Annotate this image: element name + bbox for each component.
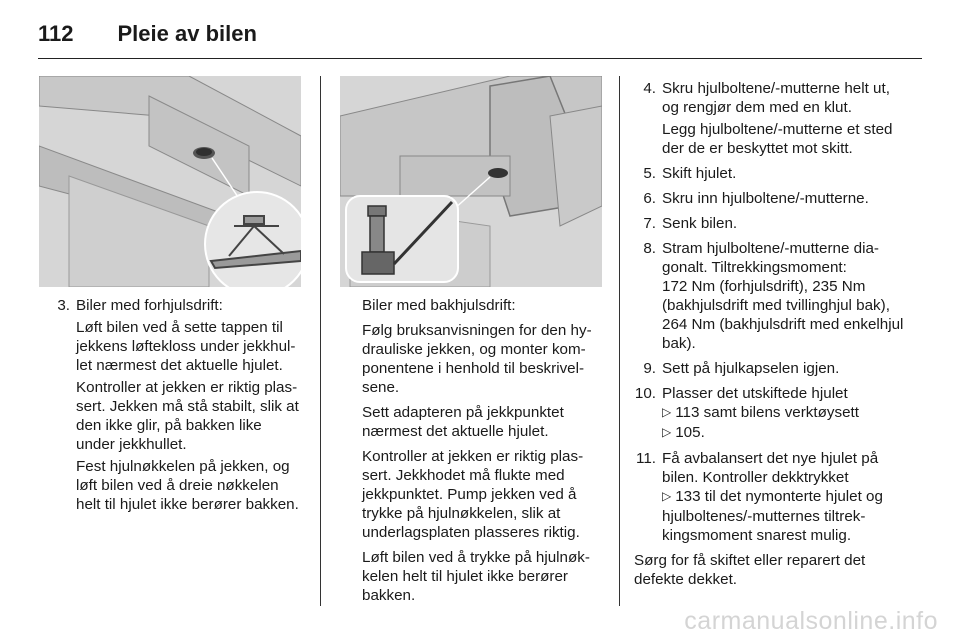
- step-number: 11.: [636, 450, 656, 467]
- step-3-para-2: Kontroller at jekken er riktig plassert. Jekken må stå stabilt, slik at den ikke glir, på bakken like under jekkhullet.: [76, 379, 299, 453]
- step-number: 5.: [643, 165, 656, 182]
- step-number: 6.: [643, 190, 656, 207]
- closing-note: Sørg for få skiftet eller reparert det defekte dekket.: [634, 552, 866, 588]
- rear-para-3: Kontroller at jekken er riktig plassert. Jekkhodet må flukte med jekkpunktet. Pump jekken ved å trykke på hjulnøkkelen, slik at underlagsplaten plasseres riktig.: [362, 448, 584, 541]
- column-divider-left: [320, 76, 321, 606]
- rear-para-1: Følg bruksanvisningen for den hydrauliske jekken, og monter komponentene i henhold til beskrivelsene.: [362, 322, 592, 396]
- step-number: 7.: [643, 215, 656, 232]
- step-11-ref-line: [662, 487, 910, 545]
- hydraulic-jack-illustration: [340, 76, 602, 287]
- step-7: [634, 214, 910, 233]
- step-number: 8.: [643, 240, 656, 257]
- step-3: [48, 296, 304, 514]
- step-4: [634, 79, 910, 158]
- reference-arrow-icon: ▷: [662, 489, 672, 503]
- scissor-jack-drawing: [39, 76, 301, 287]
- step-11: [634, 449, 910, 545]
- page-ref-133[interactable]: 133 til det nymonterte hjulet og hjulboltenes/-mutternes tiltrekkingsmoment snarest mulig.: [662, 488, 883, 544]
- step-number: 9.: [643, 360, 656, 377]
- step-5: [634, 164, 910, 183]
- step-6: [634, 189, 910, 208]
- rear-wheel-drive-title: Biler med bakhjulsdrift:: [362, 297, 516, 314]
- step-7-text: Senk bilen.: [662, 215, 738, 232]
- step-3-title: Biler med forhjulsdrift:: [76, 297, 223, 314]
- page-ref-105[interactable]: 105.: [675, 424, 705, 441]
- step-8: [634, 239, 910, 353]
- step-5-text: Skift hjulet.: [662, 165, 737, 182]
- step-3-para-3: Fest hjulnøkkelen på jekken, og løft bilen ved å dreie nøkkelen helt til hjulet ikke berører bakken.: [76, 458, 299, 513]
- column-left: [48, 296, 304, 520]
- step-10: [634, 384, 910, 443]
- step-8-text: Stram hjulboltene/-mutterne diagonalt. Tiltrekkingsmoment:: [662, 240, 879, 276]
- step-10-text: Plasser det utskiftede hjulet: [662, 385, 848, 402]
- step-9: [634, 359, 910, 378]
- step-10-ref-line-1: [662, 403, 910, 423]
- rear-para-2: Sett adapteren på jekkpunktet nærmest det aktuelle hjulet.: [362, 404, 564, 440]
- step-3-para-1: Løft bilen ved å sette tappen til jekkens løftekloss under jekkhullet nærmest det aktuelle hjulet.: [76, 319, 296, 374]
- header-rule: [38, 58, 922, 59]
- column-divider-right: [619, 76, 620, 606]
- reference-arrow-icon: ▷: [662, 425, 672, 439]
- rear-para-4: Løft bilen ved å trykke på hjulnøkkelen helt til hjulet ikke berører bakken.: [362, 549, 590, 604]
- page-header: [38, 14, 257, 54]
- step-4-note: Legg hjulboltene/-mutterne et sted der de er beskyttet mot skitt.: [662, 121, 893, 157]
- step-6-text: Skru inn hjulboltene/-mutterne.: [662, 190, 869, 207]
- page-ref-113[interactable]: 113 samt bilens verktøysett: [675, 404, 859, 421]
- column-middle: [362, 296, 606, 611]
- hydraulic-jack-drawing: [340, 76, 602, 287]
- step-number: 10.: [634, 385, 656, 402]
- site-watermark: carmanualsonline.info: [684, 607, 938, 635]
- step-8-torque-values: 172 Nm (forhjulsdrift), 235 Nm (bakhjulsdrift med tvillinghjul bak), 264 Nm (bakhjulsdrift med enkelhjul bak).: [662, 278, 904, 352]
- step-10-ref-line-2: [662, 423, 910, 443]
- scissor-jack-illustration: [39, 76, 301, 287]
- column-right: [634, 79, 910, 595]
- step-number: 4.: [643, 80, 656, 97]
- reference-arrow-icon: ▷: [662, 405, 672, 419]
- page-number: 112: [38, 21, 74, 46]
- step-9-text: Sett på hjulkapselen igjen.: [662, 360, 840, 377]
- step-11-text: Få avbalansert det nye hjulet på bilen. Kontroller dekktrykket: [662, 450, 879, 486]
- chapter-title: Pleie av bilen: [117, 21, 257, 46]
- step-number: 3.: [57, 297, 70, 314]
- step-4-text: Skru hjulboltene/-mutterne helt ut, og rengjør dem med en klut.: [662, 80, 890, 116]
